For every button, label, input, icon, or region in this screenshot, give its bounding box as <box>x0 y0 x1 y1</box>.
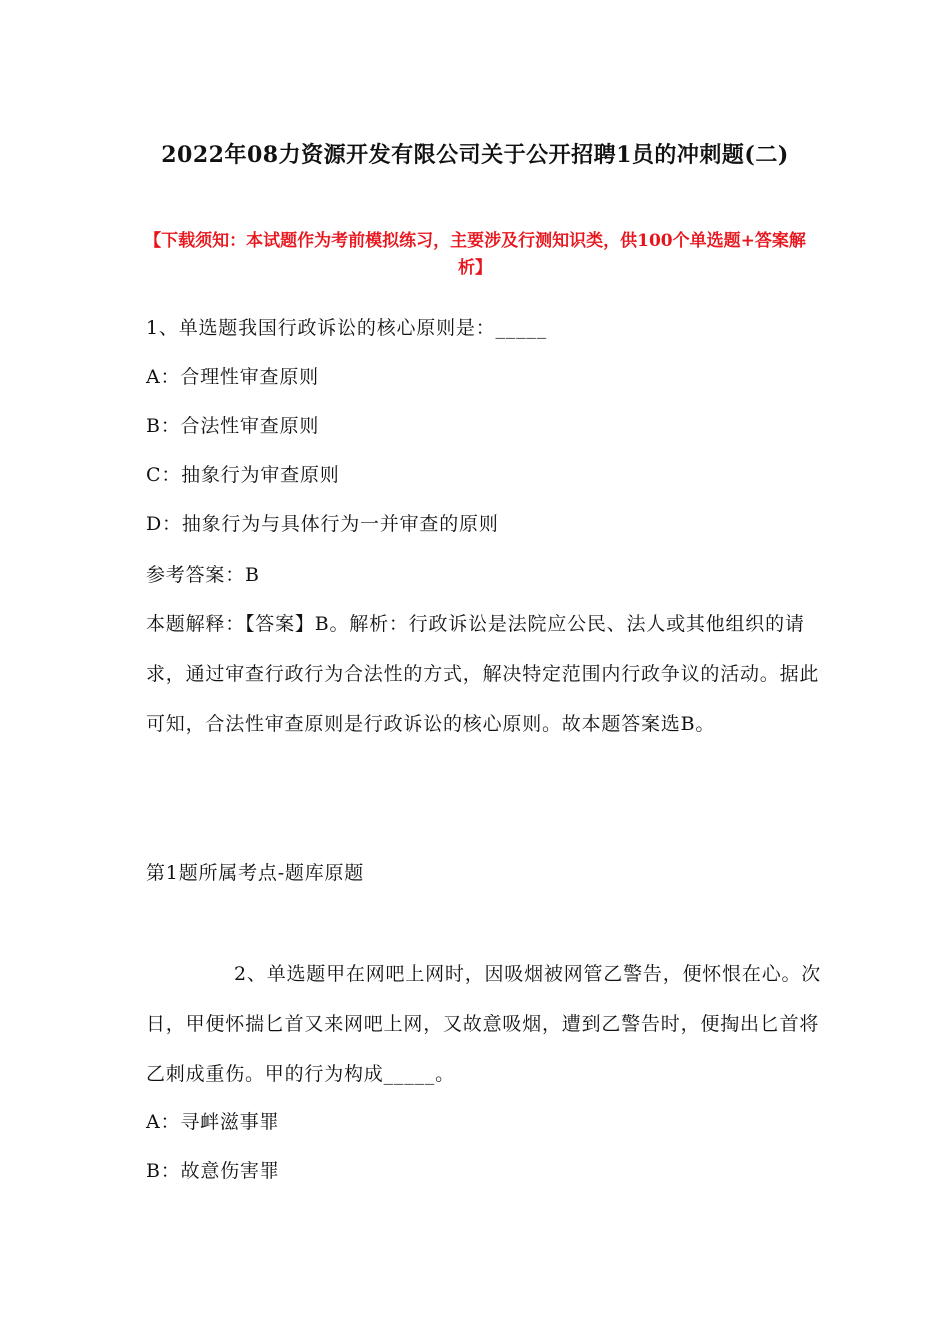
download-notice: 【下载须知：本试题作为考前模拟练习，主要涉及行测知识类，供100个单选题+答案解析】 <box>144 231 806 278</box>
question-1-stem: 1、单选题我国行政诉讼的核心原则是：_____ <box>146 317 547 339</box>
question-2-option-b: B：故意伤害罪 <box>146 1160 280 1182</box>
question-2-stem: 2、单选题甲在网吧上网时，因吸烟被网管乙警告，便怀恨在心。次日，甲便怀揣匕首又来网吧上网，又故意吸烟，遭到乙警告时，便掏出匕首将乙刺成重伤。甲的行为构成_____。 <box>146 963 822 1085</box>
question-1-explanation: 本题解释：【答案】B。解析：行政诉讼是法院应公民、法人或其他组织的请求，通过审查行政行为合法性的方式，解决特定范围内行政争议的活动。据此可知，合法性审查原则是行政诉讼的核心原则。故本题答案选B。 <box>146 613 820 735</box>
question-1-answer: 参考答案：B <box>146 564 260 586</box>
question-1-option-b: B：合法性审查原则 <box>146 415 320 437</box>
question-1-option-d: D：抽象行为与具体行为一并审查的原则 <box>146 513 499 535</box>
question-1-source: 第1题所属考点-题库原题 <box>146 862 365 884</box>
question-1-option-c: C：抽象行为审查原则 <box>146 464 340 486</box>
document-title: 2022年08力资源开发有限公司关于公开招聘1员的冲刺题(二) <box>161 142 789 168</box>
question-1-option-a: A：合理性审查原则 <box>146 366 319 388</box>
question-2-option-a: A：寻衅滋事罪 <box>146 1111 280 1133</box>
